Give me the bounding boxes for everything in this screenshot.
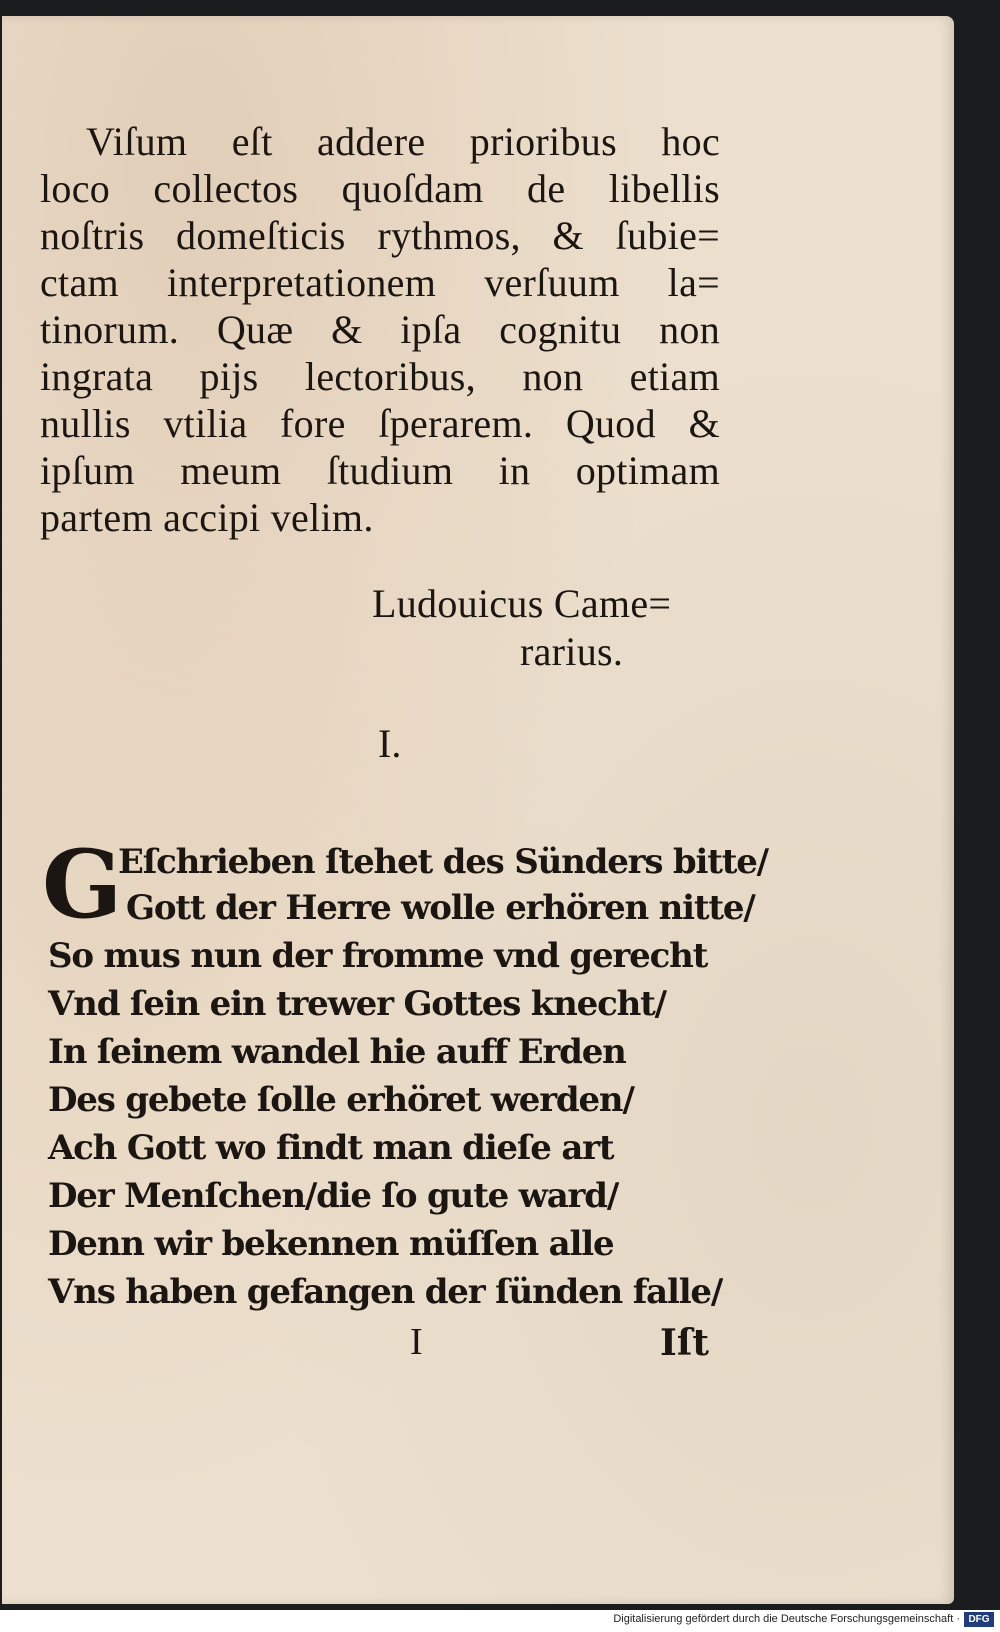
signature-line: Ludouicus Came= — [372, 581, 672, 626]
poem-line: Denn wir bekennen müſſen alle — [48, 1224, 614, 1264]
drop-capital: G — [42, 830, 123, 940]
poem-line: In ſeinem wandel hie auff Erden — [48, 1032, 626, 1072]
funding-credit: Digitalisierung gefördert durch die Deutsche Forschungsgemeinschaft · — [613, 1613, 960, 1625]
latin-line: noſtris domeſticis rythmos, & ſubie= — [40, 213, 720, 258]
poem-line: Ach Gott wo findt man dieſe art — [48, 1128, 614, 1168]
latin-line: partem accipi velim. — [40, 495, 374, 540]
poem-line: Eſchrieben ſtehet des Sünders bitte/ — [118, 842, 768, 882]
latin-line: nullis vtilia fore ſperarem. Quod & — [40, 401, 720, 446]
latin-line: tinorum. Quæ & ipſa cognitu non — [40, 307, 720, 352]
signature-mark: I — [410, 1321, 423, 1363]
latin-line: ingrata pijs lectoribus, non etiam — [40, 354, 720, 399]
poem-line: Der Menſchen/die ſo gute ward/ — [48, 1176, 619, 1216]
poem-line: Des gebete ſolle erhöret werden/ — [48, 1080, 634, 1120]
poem-line: Gott der Herre wolle erhören nitte/ — [126, 888, 755, 928]
section-numeral: I. — [378, 721, 402, 766]
latin-line: ipſum meum ſtudium in optimam — [40, 448, 720, 493]
latin-line: loco collectos quoſdam de libellis — [40, 166, 720, 211]
latin-line: Viſum eſt addere prioribus hoc — [86, 119, 720, 164]
latin-line: ctam interpretationem verſuum la= — [40, 260, 720, 305]
catchword: Iſt — [660, 1322, 709, 1364]
poem-line: Vnd ſein ein trewer Gottes knecht/ — [48, 984, 666, 1024]
poem-line: So mus nun der fromme vnd gerecht — [48, 936, 708, 976]
dfg-logo: DFG — [964, 1612, 994, 1627]
poem-line: Vns haben gefangen der ſünden falle/ — [48, 1272, 723, 1312]
signature-line: rarius. — [520, 629, 624, 674]
